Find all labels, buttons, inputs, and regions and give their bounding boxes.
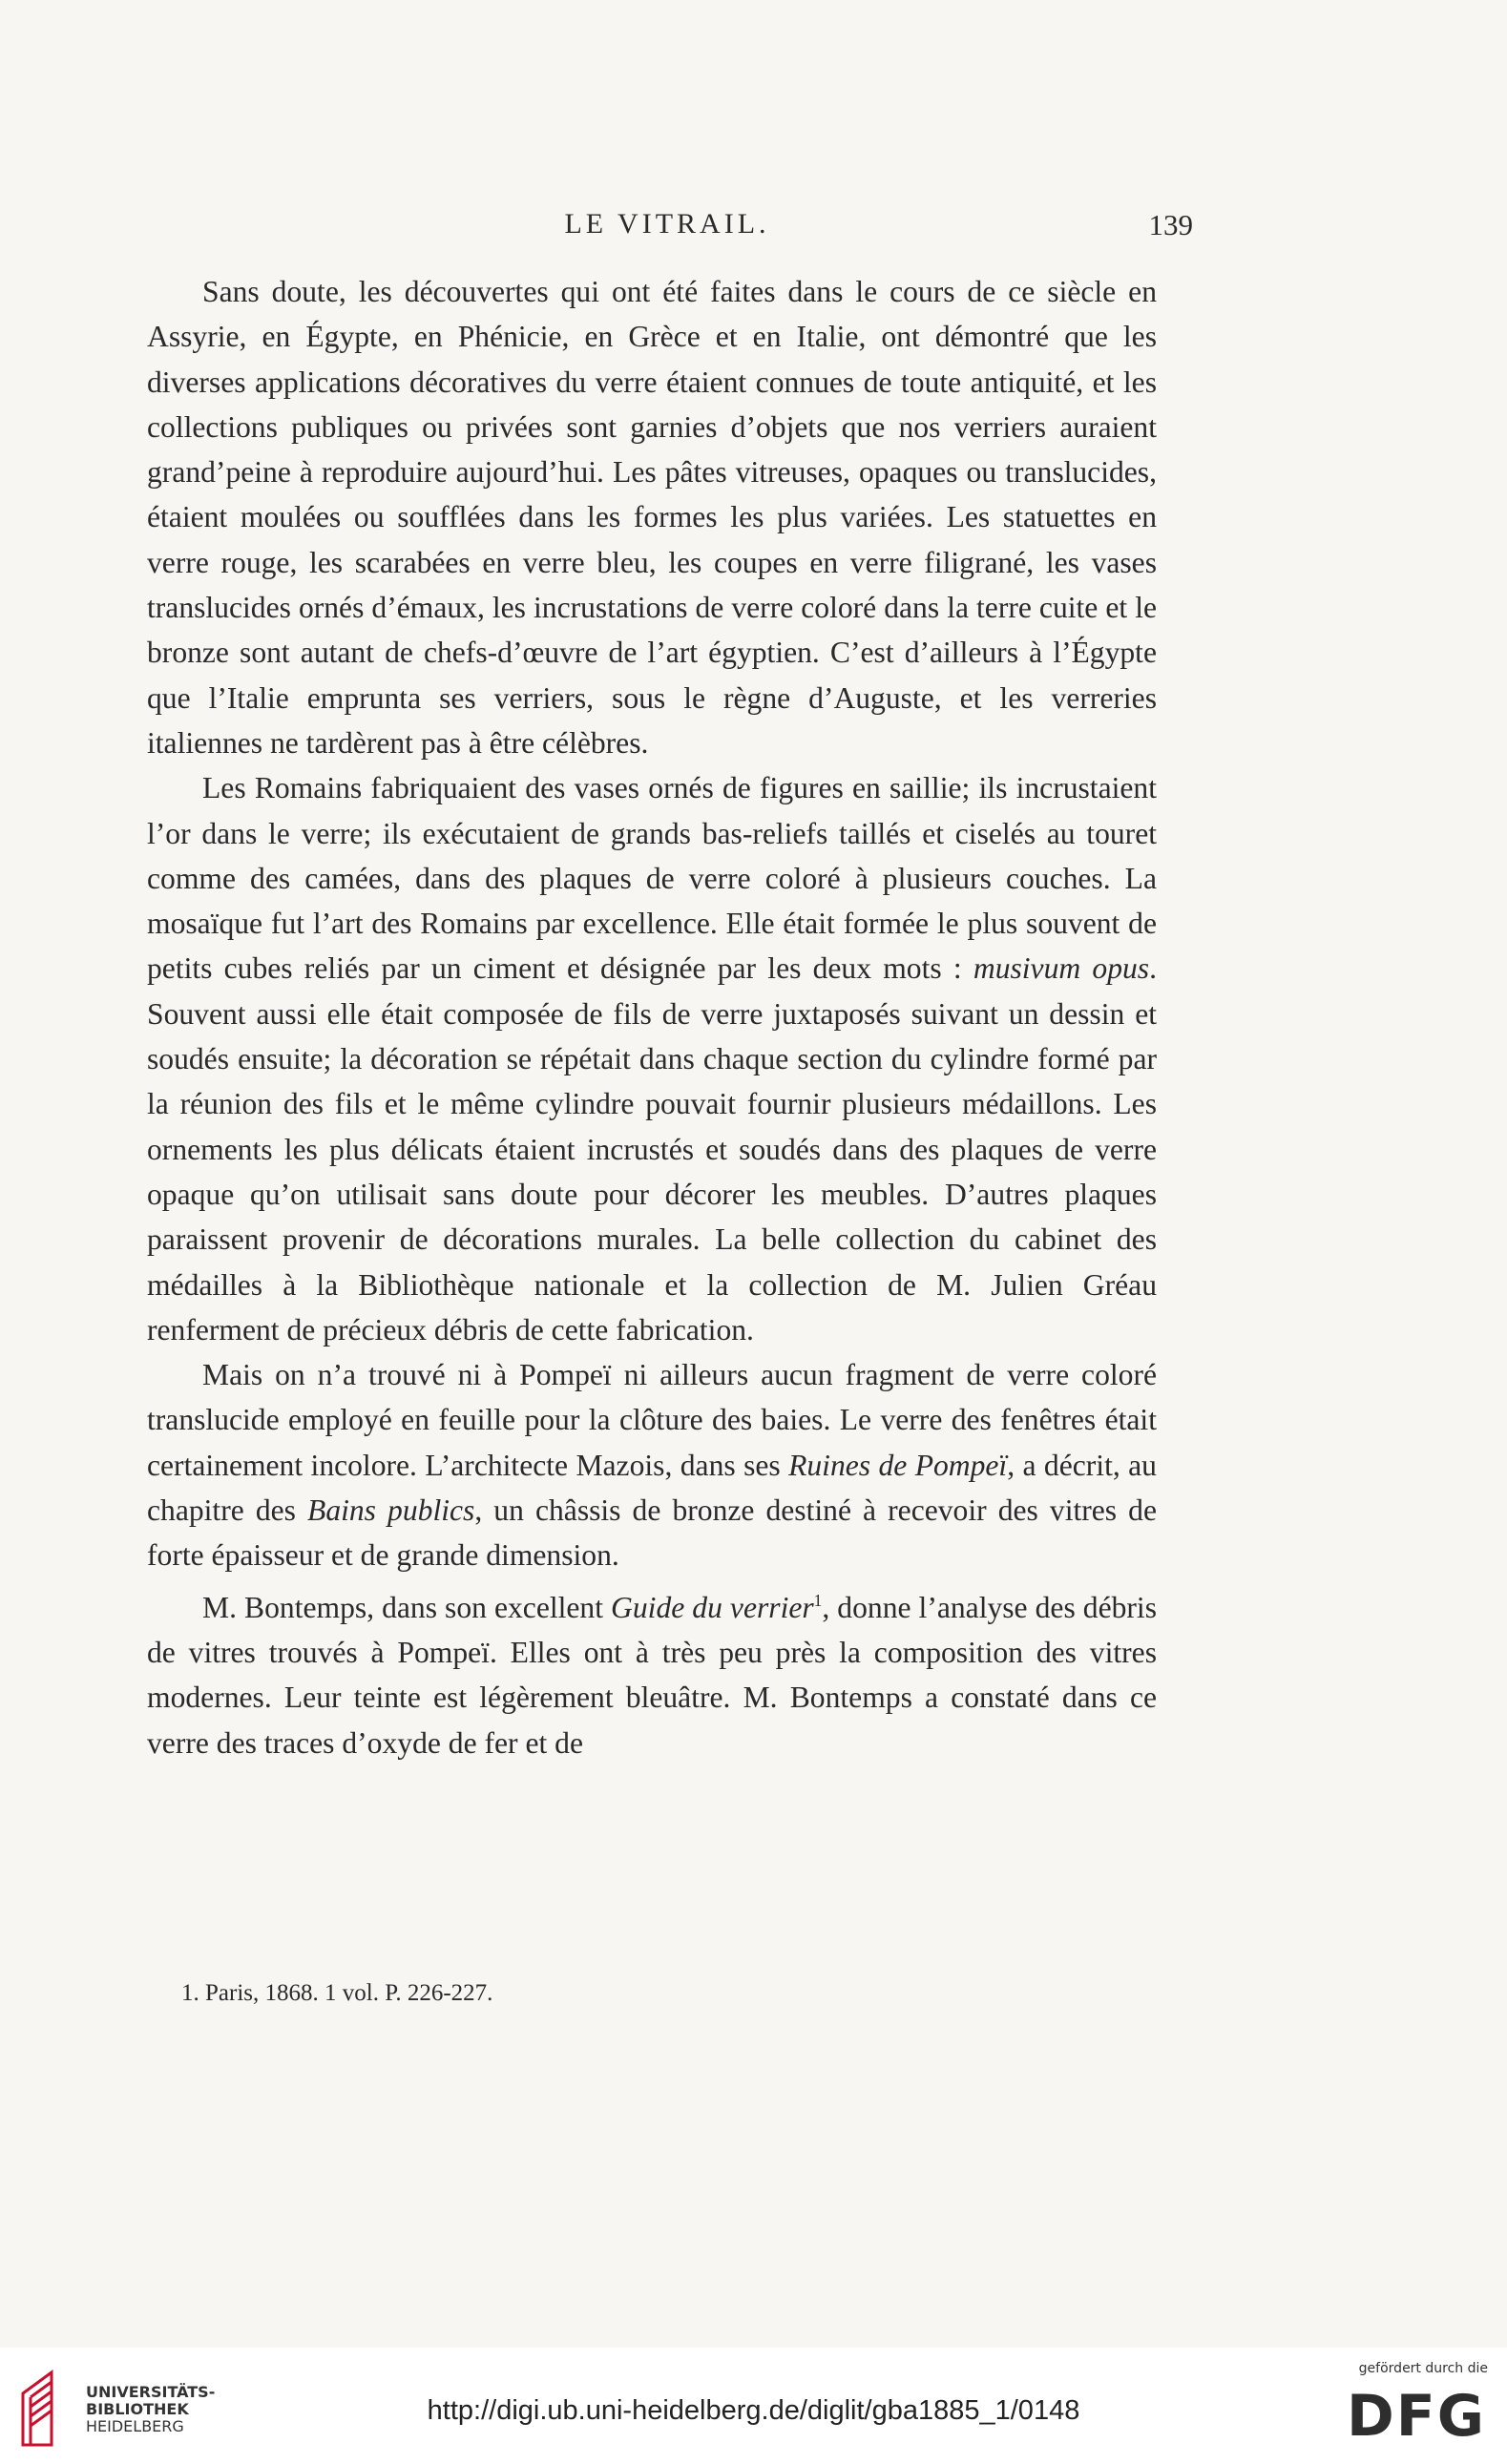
library-name-line-2: BIBLIOTHEK bbox=[86, 2400, 189, 2418]
sponsor-text: gefördert durch die bbox=[1358, 2361, 1488, 2376]
paragraph bbox=[147, 1352, 1157, 1577]
library-name-line-3: HEIDELBERG bbox=[86, 2417, 184, 2435]
italic-text: Guide du verrier bbox=[611, 1590, 814, 1624]
dfg-logo[interactable]: DFG bbox=[1346, 2383, 1486, 2450]
text-run: Sans doute, les découvertes qui ont été faites dans le cours de ce siècle en Assyrie, en Égypte, en Phénicie, en Grèce et en Italie, ont démontré que les diverses applications décoratives du verre étaient connues de toute antiquité, et les collections publiques ou privées sont garnies d’objets que nos verriers auraient grand’peine à reproduire aujourd’hui. Les pâtes vitreuses, opaques ou translucides, étaient moulées ou soufflées dans les formes les plus variées. Les statuettes en verre rouge, les scarabées en verre bleu, les coupes en verre filigrané, les vases translucides ornés d’émaux, les incrustations de verre coloré dans la terre cuite et le bronze sont autant de chefs-d’œuvre de l’art égyptien. C’est d’ailleurs à l’Égypte que l’Italie emprunta ses verriers, sous le règne d’Auguste, et les verreries italiennes ne tardèrent pas à être célèbres. bbox=[147, 275, 1157, 760]
page-number: 139 bbox=[1148, 208, 1193, 241]
body-text bbox=[147, 269, 1157, 1765]
italic-text: Ruines de Pompeï bbox=[788, 1448, 1008, 1482]
text-run: Les Romains fabriquaient des vases ornés de figures en saillie; ils incrustaient l’or dans le verre; ils exécutaient de grands bas-reliefs taillés et ciselés au touret comme des camées, dans des plaques de verre coloré à plusieurs couches. La mosaïque fut l’art des Romains par excellence. Elle était formée le plus souvent de petits cubes reliés par un ciment et désignée par les deux mots : bbox=[147, 771, 1157, 986]
text-run: , donne l’analyse des débris de vitres trouvés à Pompeï. Elles ont à très peu près la composition des vitres modernes. Leur teinte est légèrement bleuâtre. M. Bontemps a constaté dans ce verre des traces d’oxyde de fer et de bbox=[147, 1590, 1157, 1760]
text-run: M. Bontemps, dans son excellent bbox=[202, 1590, 612, 1624]
running-head bbox=[141, 208, 1193, 246]
paragraph bbox=[147, 765, 1157, 1352]
viewer-footer bbox=[0, 2348, 1507, 2464]
italic-text: Bains publics bbox=[307, 1493, 475, 1528]
text-run: . Souvent aussi elle était composée de fils de verre juxtaposés suivant un dessin et soudés ensuite; la décoration se répétait dans chaque section du cylindre formé par la réunion des fils et le même cylindre pouvait fournir plusieurs médaillons. Les ornements les plus délicats étaient incrustés et soudés dans des plaques de verre opaque qu’on utilisait sans doute pour décorer les meubles. D’autres plaques paraissent provenir de décorations murales. La belle collection du cabinet des médailles à la Bibliothèque nationale et la collection de M. Julien Gréau renferment de précieux débris de cette fabrication. bbox=[147, 951, 1158, 1347]
permalink-url[interactable]: http://digi.ub.uni-heidelberg.de/diglit/gba1885_1/0148 bbox=[427, 2395, 1080, 2426]
paragraph bbox=[147, 269, 1157, 765]
paragraph bbox=[147, 1578, 1157, 1765]
footnote-marker: 1 bbox=[813, 1591, 823, 1610]
italic-text: musivum opus bbox=[973, 951, 1150, 986]
library-name-line-1: UNIVERSITÄTS- bbox=[86, 2383, 216, 2401]
text-run: , a décrit, au chapitre des bbox=[147, 1448, 1157, 1528]
running-head-title: LE VITRAIL. bbox=[564, 208, 770, 240]
footnote: 1. Paris, 1868. 1 vol. P. 226-227. bbox=[181, 1980, 493, 2006]
text-run: Mais on n’a trouvé ni à Pompeï ni ailleurs aucun fragment de verre coloré translucide employé en feuille pour la clôture des baies. Le verre des fenêtres était certainement incolore. L’architecte Mazois, dans ses bbox=[147, 1358, 1157, 1482]
text-run: , un châssis de bronze destiné à recevoir des vitres de forte épaisseur et de grande dimension. bbox=[147, 1493, 1157, 1573]
